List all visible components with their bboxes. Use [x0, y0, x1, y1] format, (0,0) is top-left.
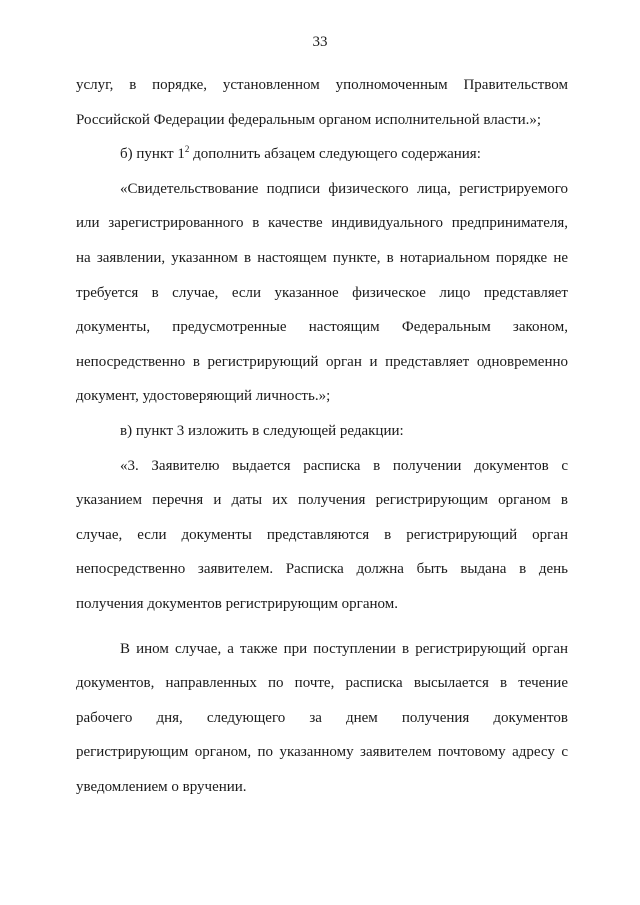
text-line: документ, удостоверяющий личность.»; — [76, 388, 331, 405]
text-line: «3. Заявителю выдается расписка в получении документов с — [120, 457, 568, 474]
text-line: документов, направленных по почте, расписка высылается в течение — [76, 675, 568, 692]
item-b-text: б) пункт 1 — [120, 146, 185, 163]
text-line: уведомлением о вручении. — [76, 778, 247, 795]
item-b-text-cont: дополнить абзацем следующего содержания: — [189, 146, 481, 163]
paragraph-item-c — [76, 414, 568, 449]
text-line: на заявлении, указанном в настоящем пункте, в нотариальном порядке не — [76, 249, 568, 266]
paragraph-point-3 — [76, 449, 568, 622]
text-line: Российской Федерации федеральным органом исполнительной власти.»; — [76, 111, 542, 128]
paragraph-item-b — [76, 137, 568, 172]
text-line: непосредственно в регистрирующий орган и представляет одновременно — [76, 353, 568, 370]
text-line: В ином случае, а также при поступлении в регистрирующий орган — [120, 640, 568, 657]
text-line: непосредственно заявителем. Расписка должна быть выдана в день — [76, 561, 568, 578]
paragraph-quote-signature — [76, 172, 568, 414]
text-line: документы, предусмотренные настоящим Федеральным законом, — [76, 319, 568, 336]
text-line: случае, если документы представляются в регистрирующий орган — [76, 526, 568, 543]
document-body — [76, 68, 568, 804]
text-line: в) пункт 3 изложить в следующей редакции: — [120, 422, 404, 439]
text-line: регистрирующим органом, по указанному заявителем почтовому адресу с — [76, 744, 568, 761]
text-line: указанием перечня и даты их получения регистрирующим органом в — [76, 492, 568, 509]
text-line — [76, 137, 568, 172]
page-number: 33 — [312, 34, 328, 50]
paragraph-gap — [76, 622, 568, 632]
text-line: или зарегистрированного в качестве индивидуального предпринимателя, — [76, 215, 568, 232]
paragraph-continuation — [76, 68, 568, 137]
paragraph-other-case — [76, 632, 568, 805]
text-line: рабочего дня, следующего за днем получения документов — [76, 709, 568, 726]
text-line: требуется в случае, если указанное физическое лицо представляет — [76, 284, 568, 301]
text-line: услуг, в порядке, установленном уполномоченным Правительством — [76, 77, 568, 93]
text-line: получения документов регистрирующим органом. — [76, 595, 398, 612]
superscript: 2 — [184, 144, 190, 155]
text-line: «Свидетельствование подписи физического лица, регистрируемого — [120, 180, 568, 197]
